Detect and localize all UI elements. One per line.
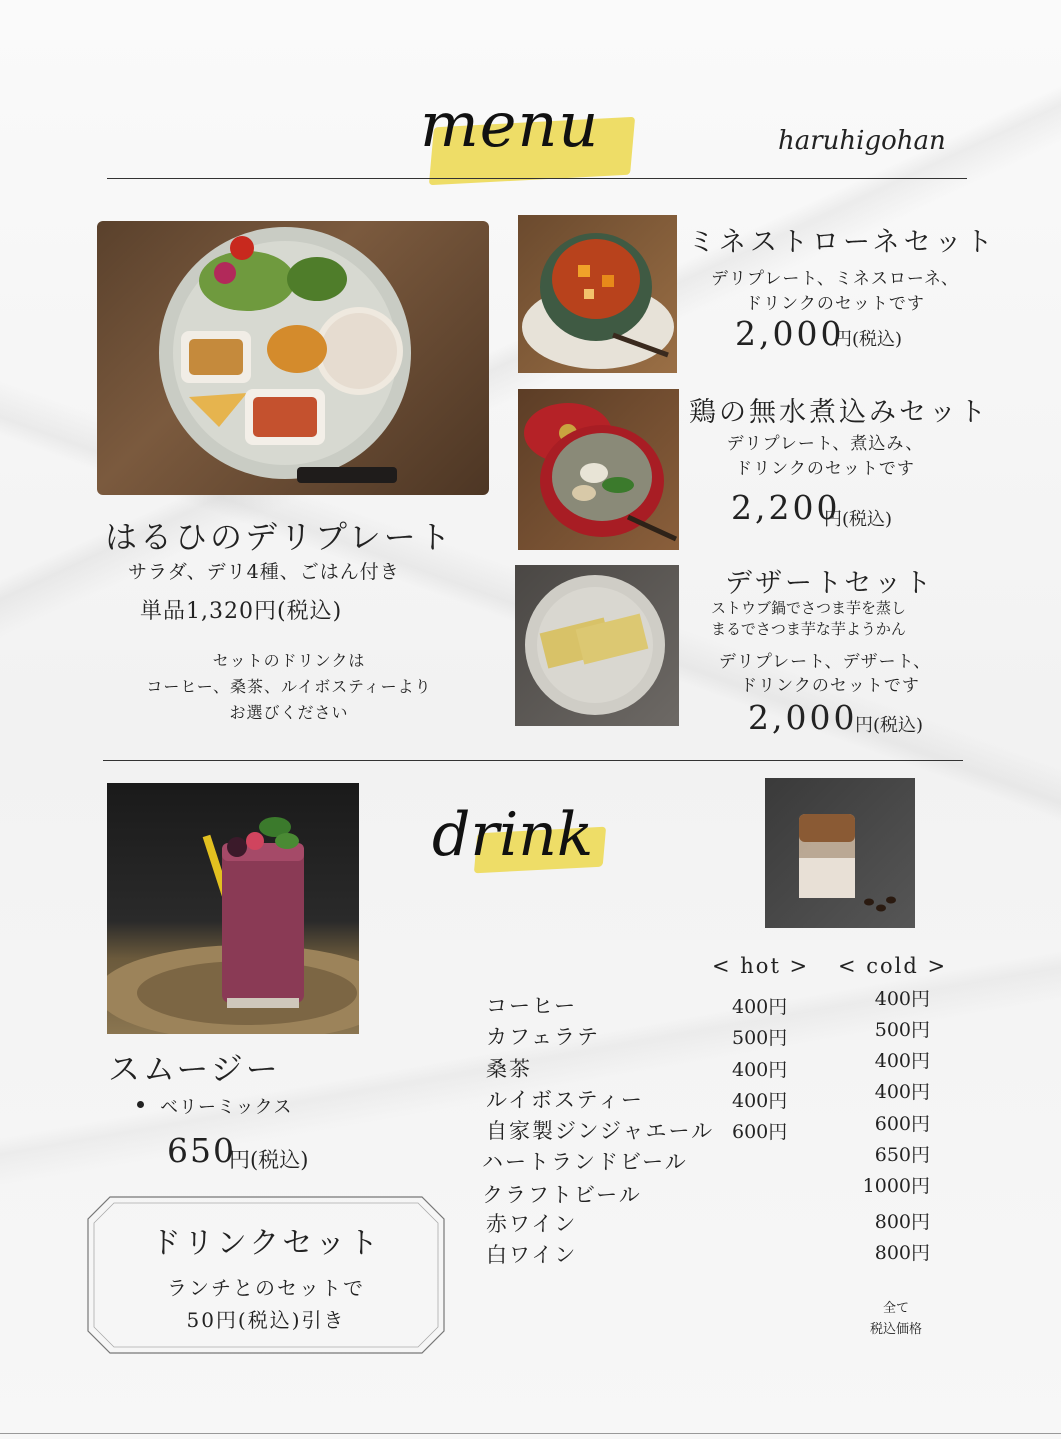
drink-item-name: 桑茶: [486, 1057, 532, 1081]
set-dessert-desc-2: まるでさつま芋な芋ようかん: [711, 620, 906, 638]
set-chicken-unit: 円(税込): [824, 509, 893, 530]
set-dessert-desc-4: ドリンクのセットです: [740, 676, 920, 696]
drink-choice-note-1: セットのドリンクは: [212, 651, 366, 670]
drink-item-hot-price: 400円: [732, 996, 788, 1018]
set-chicken-desc-2: ドリンクのセットです: [735, 459, 915, 479]
drink-set-line-2: 50円(税込)引き: [186, 1308, 346, 1332]
drink-item-name: クラフトビール: [482, 1183, 642, 1207]
set-dessert-desc-3: デリプレート、デザート、: [718, 652, 932, 672]
drink-title: drink: [432, 800, 594, 870]
set-dessert-desc-1: ストウブ鍋でさつま芋を蒸し: [711, 599, 907, 617]
drink-item-name: 自家製ジンジャエール: [486, 1119, 715, 1143]
drink-item-cold-price: 500円: [874, 1019, 930, 1041]
drink-choice-note-2: コーヒー、桑茶、ルイボスティーより: [146, 677, 432, 696]
menu-title: menu: [420, 88, 600, 161]
brand-name: haruhigohan: [778, 126, 946, 156]
drink-item-cold-price: 800円: [874, 1211, 930, 1233]
set-chicken-desc-1: デリプレート、煮込み、: [726, 434, 924, 454]
tax-note-2: 税込価格: [869, 1322, 922, 1337]
smoothie-variant-bullet: [137, 1101, 144, 1108]
drink-set-line-1: ランチとのセットで: [167, 1276, 365, 1300]
drink-item-name: カフェラテ: [486, 1025, 600, 1049]
drink-item-name: 赤ワイン: [486, 1212, 578, 1236]
drink-item-cold-price: 1000円: [862, 1175, 930, 1197]
drink-col-hot-header: < hot >: [712, 954, 810, 978]
drink-item-cold-price: 400円: [874, 1081, 930, 1103]
drink-col-cold-header: < cold >: [838, 954, 948, 978]
chicken-stew-photo: [518, 389, 679, 550]
smoothie-unit: 円(税込): [229, 1148, 309, 1172]
set-minestrone-title: ミネストローネセット: [688, 227, 997, 258]
dessert-photo: [515, 565, 679, 726]
set-chicken-title: 鶏の無水煮込みセット: [689, 397, 989, 428]
set-dessert-unit: 円(税込): [855, 715, 924, 736]
section-divider: [103, 760, 963, 761]
drink-set-title: ドリンクセット: [150, 1226, 382, 1261]
set-minestrone-desc-2: ドリンクのセットです: [745, 294, 925, 314]
deli-plate-desc: サラダ、デリ4種、ごはん付き: [128, 561, 400, 583]
tax-note-1: 全て: [882, 1301, 909, 1316]
deli-plate-photo: [97, 221, 489, 495]
drink-item-cold-price: 400円: [874, 1050, 930, 1072]
deli-plate-title: はるひのデリプレート: [105, 518, 454, 556]
drink-item-cold-price: 600円: [874, 1113, 930, 1135]
bottom-border: [0, 1433, 1061, 1434]
drink-item-hot-price: 600円: [732, 1121, 788, 1143]
drink-item-hot-price: 400円: [732, 1059, 788, 1081]
set-dessert-title: デザートセット: [725, 568, 935, 599]
drink-item-name: コーヒー: [486, 994, 578, 1018]
minestrone-photo: [518, 215, 677, 373]
smoothie-price: 650: [167, 1131, 236, 1170]
drink-item-cold-price: 400円: [874, 988, 930, 1010]
drink-choice-note-3: お選びください: [229, 703, 349, 722]
iced-latte-photo: [765, 778, 915, 928]
drink-item-cold-price: 800円: [874, 1242, 930, 1264]
smoothie-photo: [107, 783, 359, 1034]
set-minestrone-unit: 円(税込): [834, 329, 903, 350]
set-chicken-price: 2,200: [731, 488, 841, 527]
drink-item-hot-price: 400円: [732, 1090, 788, 1112]
set-minestrone-desc-1: デリプレート、ミネスローネ、: [711, 269, 959, 289]
drink-item-name: ハートランドビール: [482, 1150, 688, 1174]
set-minestrone-price: 2,000: [735, 314, 845, 353]
smoothie-variant: ベリーミックス: [160, 1097, 293, 1118]
drink-item-cold-price: 650円: [874, 1144, 930, 1166]
set-dessert-price: 2,000: [748, 698, 858, 737]
header-divider: [107, 178, 967, 179]
drink-item-name: 白ワイン: [486, 1243, 578, 1267]
deli-plate-price: 単品1,320円(税込): [140, 599, 343, 624]
smoothie-title: スムージー: [108, 1050, 281, 1088]
drink-item-name: ルイボスティー: [486, 1088, 644, 1112]
drink-item-hot-price: 500円: [732, 1027, 788, 1049]
